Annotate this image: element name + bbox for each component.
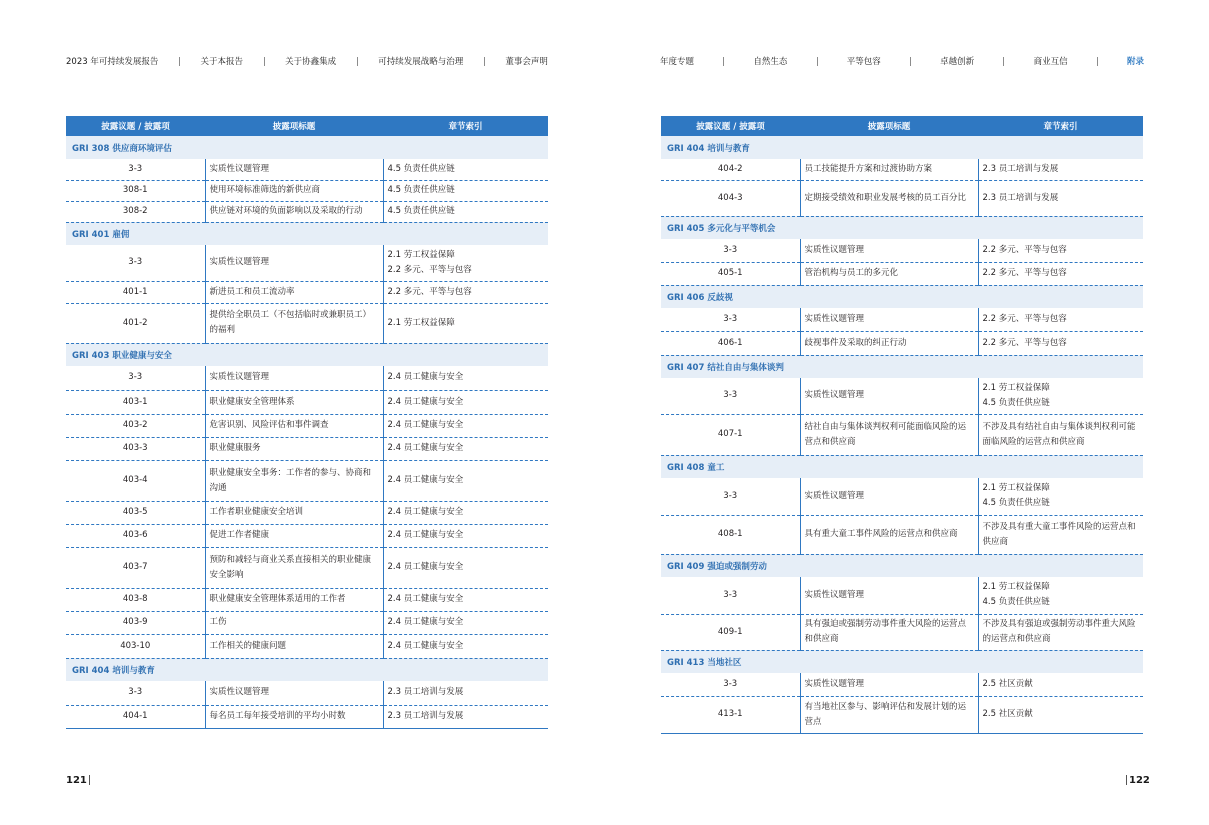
chapter-ref[interactable]: 2.2 多元、平等与包容: [982, 244, 1067, 255]
disclosure-title: 员工技能提升方案和过渡协助方案: [800, 159, 978, 180]
table-row: [661, 614, 1143, 650]
chapter-ref[interactable]: 4.5 负责任供应链: [982, 397, 1050, 408]
chapter-index: [383, 588, 548, 611]
chapter-index: [978, 331, 1143, 355]
category-label: GRI 413 当地社区: [661, 650, 1143, 673]
chapter-ref[interactable]: 2.2 多元、平等与包容: [982, 268, 1067, 278]
nav-item-business-trust[interactable]: 商业互信: [1033, 57, 1068, 67]
table-row: [661, 159, 1143, 180]
nav-bar-right: [660, 54, 1144, 68]
chapter-index: [383, 201, 548, 222]
nav-item-strategy[interactable]: 可持续发展战略与治理: [378, 57, 464, 67]
disclosure-title: 使用环境标准筛选的新供应商: [205, 180, 383, 201]
chapter-index: [978, 414, 1143, 455]
gri-index-table-left: [66, 116, 548, 729]
chapter-ref[interactable]: 2.1 劳工权益保障: [387, 249, 455, 260]
chapter-index: [383, 705, 548, 728]
chapter-ref[interactable]: 2.4 员工健康与安全: [387, 640, 464, 651]
nav-separator: [179, 57, 180, 66]
chapter-index: [383, 390, 548, 414]
category-label: GRI 404 培训与教育: [661, 136, 1143, 159]
page-number-left: [66, 775, 92, 786]
disclosure-title: 实质性议题管理: [800, 673, 978, 696]
nav-item-ecology[interactable]: 自然生态: [753, 57, 788, 67]
chapter-ref[interactable]: 2.2 多元、平等与包容: [387, 264, 472, 275]
gri-index-table-right: [661, 116, 1143, 734]
disclosure-title: 工伤: [205, 611, 383, 634]
chapter-index: [383, 547, 548, 588]
disclosure-code: 403-3: [66, 437, 205, 460]
table-row: [66, 366, 548, 390]
disclosure-code: 408-1: [661, 515, 800, 554]
table-row: [66, 547, 548, 588]
disclosure-code: 409-1: [661, 614, 800, 650]
chapter-index: [383, 681, 548, 705]
disclosure-code: 3-3: [661, 308, 800, 331]
category-row: [66, 343, 548, 366]
disclosure-title: 职业健康安全管理体系: [205, 390, 383, 414]
nav-item-inclusion[interactable]: 平等包容: [846, 57, 881, 67]
disclosure-title: 具有重大童工事件风险的运营点和供应商: [800, 515, 978, 554]
header-title: 披露项标题: [800, 116, 978, 136]
table-body: [661, 136, 1143, 733]
chapter-ref[interactable]: 2.2 多元、平等与包容: [982, 337, 1067, 348]
disclosure-code: 403-5: [66, 501, 205, 524]
nav-separator: [264, 57, 265, 66]
disclosure-title: 管治机构与员工的多元化: [800, 262, 978, 285]
chapter-ref[interactable]: 2.4 员工健康与安全: [387, 530, 464, 540]
disclosure-code: 403-6: [66, 524, 205, 547]
disclosure-code: 403-2: [66, 414, 205, 437]
chapter-ref[interactable]: 2.1 劳工权益保障: [982, 382, 1050, 393]
chapter-index: [383, 245, 548, 281]
disclosure-code: 403-4: [66, 460, 205, 501]
disclosure-code: 406-1: [661, 331, 800, 355]
category-row: [661, 216, 1143, 239]
disclosure-code: 3-3: [661, 577, 800, 614]
table-row: [66, 588, 548, 611]
category-row: [661, 650, 1143, 673]
chapter-ref[interactable]: 4.5 负责任供应链: [387, 206, 455, 216]
chapter-index: [383, 437, 548, 460]
chapter-ref[interactable]: 2.1 劳工权益保障: [387, 317, 455, 328]
category-label: GRI 408 童工: [661, 455, 1143, 478]
page-number-value: 122: [1129, 775, 1150, 786]
nav-separator: [484, 57, 485, 66]
disclosure-code: 401-2: [66, 303, 205, 343]
chapter-ref[interactable]: 4.5 负责任供应链: [387, 163, 455, 174]
disclosure-code: 404-1: [66, 705, 205, 728]
header-title: 披露项标题: [205, 116, 383, 136]
table-row: [66, 501, 548, 524]
table-row: [661, 515, 1143, 554]
nav-item-appendix[interactable]: 附录: [1126, 57, 1144, 67]
disclosure-title: 实质性议题管理: [205, 159, 383, 180]
chapter-ref[interactable]: 2.4 员工健康与安全: [387, 617, 464, 627]
chapter-ref[interactable]: 2.4 员工健康与安全: [387, 594, 464, 604]
chapter-index: [383, 460, 548, 501]
category-row: [661, 355, 1143, 378]
chapter-index: [383, 303, 548, 343]
disclosure-title: 歧视事件及采取的纠正行动: [800, 331, 978, 355]
disclosure-code: 403-8: [66, 588, 205, 611]
chapter-index: [978, 378, 1143, 414]
disclosure-title: 供应链对环境的负面影响以及采取的行动: [205, 201, 383, 222]
table-header-row: [661, 116, 1143, 136]
chapter-ref[interactable]: 2.2 多元、平等与包容: [982, 313, 1067, 324]
chapter-ref[interactable]: 2.5 社区贡献: [982, 709, 1033, 719]
category-label: GRI 401 雇佣: [66, 222, 548, 245]
header-chapter-index: 章节索引: [383, 116, 548, 136]
disclosure-title: 有当地社区参与、影响评估和发展计划的运营点: [800, 696, 978, 733]
table-row: [66, 524, 548, 547]
disclosure-title: 实质性议题管理: [205, 366, 383, 390]
table-row: [661, 696, 1143, 733]
category-row: [661, 455, 1143, 478]
chapter-index: [978, 478, 1143, 515]
disclosure-title: 职业健康服务: [205, 437, 383, 460]
chapter-ref[interactable]: 2.4 员工健康与安全: [387, 562, 464, 572]
chapter-index: [383, 414, 548, 437]
table-row: [66, 414, 548, 437]
disclosure-code: 405-1: [661, 262, 800, 285]
chapter-ref[interactable]: 2.1 劳工权益保障: [982, 483, 1050, 494]
chapter-ref[interactable]: 4.5 负责任供应链: [982, 597, 1050, 608]
category-label: GRI 409 强迫或强制劳动: [661, 554, 1143, 577]
chapter-index: [978, 180, 1143, 216]
table-row: [66, 303, 548, 343]
disclosure-title: 实质性议题管理: [800, 308, 978, 331]
table-row: [661, 239, 1143, 262]
table-header-row: [66, 116, 548, 136]
chapter-index: [383, 366, 548, 390]
disclosure-title: 工作者职业健康安全培训: [205, 501, 383, 524]
nav-item-innovation[interactable]: 卓越创新: [940, 57, 975, 67]
chapter-ref[interactable]: 2.3 员工培训与发展: [387, 687, 464, 698]
category-row: [661, 285, 1143, 308]
disclosure-title: 实质性议题管理: [205, 681, 383, 705]
disclosure-title: 危害识别、风险评估和事件调查: [205, 414, 383, 437]
chapter-ref[interactable]: 4.5 负责任供应链: [387, 185, 455, 195]
table-row: [661, 331, 1143, 355]
chapter-ref[interactable]: 2.2 多元、平等与包容: [387, 286, 472, 297]
chapter-ref[interactable]: 2.3 员工培训与发展: [982, 163, 1059, 174]
nav-separator: [910, 57, 911, 66]
chapter-index: [383, 281, 548, 303]
disclosure-title: 实质性议题管理: [800, 378, 978, 414]
chapter-ref[interactable]: 2.1 劳工权益保障: [982, 582, 1050, 593]
category-row: [66, 222, 548, 245]
chapter-ref[interactable]: 不涉及具有结社自由与集体谈判权利可能面临风险的运营点和供应商: [982, 421, 1136, 447]
chapter-ref[interactable]: 2.5 社区贡献: [982, 678, 1033, 689]
nav-item-report[interactable]: 2023 年可持续发展报告: [66, 57, 159, 67]
chapter-index: [978, 239, 1143, 262]
category-row: [66, 136, 548, 159]
disclosure-title: 职业健康安全管理体系适用的工作者: [205, 588, 383, 611]
page-number-value: 121: [66, 775, 87, 786]
chapter-ref[interactable]: 2.3 员工培训与发展: [982, 192, 1059, 203]
disclosure-title: 实质性议题管理: [800, 478, 978, 515]
chapter-ref[interactable]: 2.4 员工健康与安全: [387, 507, 464, 517]
table-row: [66, 180, 548, 201]
chapter-ref[interactable]: 2.4 员工健康与安全: [387, 475, 464, 485]
chapter-ref[interactable]: 2.4 员工健康与安全: [387, 443, 464, 453]
disclosure-title: 实质性议题管理: [800, 577, 978, 614]
chapter-index: [383, 524, 548, 547]
chapter-index: [383, 634, 548, 658]
category-label: GRI 403 职业健康与安全: [66, 343, 548, 366]
page-number-bar: [89, 775, 90, 785]
table-row: [66, 705, 548, 728]
disclosure-code: 3-3: [661, 673, 800, 696]
disclosure-title: 实质性议题管理: [205, 245, 383, 281]
chapter-index: [978, 308, 1143, 331]
table-row: [661, 673, 1143, 696]
disclosure-title: 定期接受绩效和职业发展考核的员工百分比: [800, 180, 978, 216]
table-row: [66, 634, 548, 658]
disclosure-code: 401-1: [66, 281, 205, 303]
disclosure-code: 3-3: [66, 681, 205, 705]
table-row: [66, 460, 548, 501]
chapter-index: [978, 515, 1143, 554]
chapter-ref[interactable]: 不涉及具有强迫或强制劳动事件重大风险的运营点和供应商: [982, 619, 1136, 644]
table-row: [661, 262, 1143, 285]
category-label: GRI 407 结社自由与集体谈判: [661, 355, 1143, 378]
chapter-ref[interactable]: 2.4 员工健康与安全: [387, 396, 464, 407]
table-row: [66, 159, 548, 180]
chapter-ref[interactable]: 2.4 员工健康与安全: [387, 420, 464, 430]
table-row: [661, 577, 1143, 614]
table-row: [66, 201, 548, 222]
disclosure-title: 新进员工和员工流动率: [205, 281, 383, 303]
page-number-bar: [1126, 775, 1127, 785]
table-row: [661, 180, 1143, 216]
disclosure-code: 413-1: [661, 696, 800, 733]
category-label: GRI 405 多元化与平等机会: [661, 216, 1143, 239]
disclosure-code: 404-2: [661, 159, 800, 180]
disclosure-code: 403-9: [66, 611, 205, 634]
nav-separator: [723, 57, 724, 66]
disclosure-code: 3-3: [66, 159, 205, 180]
table-row: [66, 245, 548, 281]
chapter-ref[interactable]: 2.3 员工培训与发展: [387, 711, 464, 721]
disclosure-code: 308-1: [66, 180, 205, 201]
disclosure-title: 结社自由与集体谈判权利可能面临风险的运营点和供应商: [800, 414, 978, 455]
chapter-index: [383, 501, 548, 524]
header-chapter-index: 章节索引: [978, 116, 1143, 136]
nav-separator: [357, 57, 358, 66]
chapter-index: [978, 159, 1143, 180]
table-row: [661, 414, 1143, 455]
table-row: [66, 390, 548, 414]
chapter-ref[interactable]: 2.4 员工健康与安全: [387, 372, 464, 383]
nav-separator: [1003, 57, 1004, 66]
chapter-index: [383, 180, 548, 201]
nav-item-about-company[interactable]: 关于协鑫集成: [285, 57, 337, 67]
nav-item-annual-topic[interactable]: 年度专题: [660, 57, 695, 67]
nav-bar-left: [66, 54, 548, 68]
disclosure-title: 促进工作者健康: [205, 524, 383, 547]
disclosure-title: 具有强迫或强制劳动事件重大风险的运营点和供应商: [800, 614, 978, 650]
chapter-ref[interactable]: 不涉及具有重大童工事件风险的运营点和供应商: [982, 521, 1136, 547]
category-row: [661, 136, 1143, 159]
table-row: [661, 478, 1143, 515]
table-row: [661, 378, 1143, 414]
disclosure-code: 403-1: [66, 390, 205, 414]
table-body: [66, 136, 548, 728]
chapter-index: [978, 262, 1143, 285]
disclosure-title: 提供给全职员工（不包括临时或兼职员工）的福利: [205, 303, 383, 343]
nav-item-board-statement[interactable]: 董事会声明: [505, 57, 548, 67]
disclosure-title: 实质性议题管理: [800, 239, 978, 262]
header-disclosure: 披露议题 / 披露项: [661, 116, 800, 136]
disclosure-code: 3-3: [661, 239, 800, 262]
chapter-index: [978, 614, 1143, 650]
disclosure-code: 308-2: [66, 201, 205, 222]
disclosure-code: 3-3: [66, 245, 205, 281]
table-row: [66, 611, 548, 634]
chapter-index: [383, 159, 548, 180]
chapter-index: [978, 696, 1143, 733]
chapter-ref[interactable]: 4.5 负责任供应链: [982, 498, 1050, 509]
nav-item-about-report[interactable]: 关于本报告: [200, 57, 243, 67]
nav-separator: [817, 57, 818, 66]
disclosure-code: 3-3: [661, 478, 800, 515]
category-label: GRI 404 培训与教育: [66, 658, 548, 681]
table-row: [66, 437, 548, 460]
category-label: GRI 308 供应商环境评估: [66, 136, 548, 159]
table-row: [66, 681, 548, 705]
chapter-index: [383, 611, 548, 634]
table-row: [661, 308, 1143, 331]
header-disclosure: 披露议题 / 披露项: [66, 116, 205, 136]
category-row: [661, 554, 1143, 577]
disclosure-code: 404-3: [661, 180, 800, 216]
disclosure-title: 职业健康安全事务：工作者的参与、协商和沟通: [205, 460, 383, 501]
disclosure-code: 403-7: [66, 547, 205, 588]
page-number-right: [1124, 775, 1150, 786]
disclosure-code: 403-10: [66, 634, 205, 658]
category-row: [66, 658, 548, 681]
disclosure-title: 工作相关的健康问题: [205, 634, 383, 658]
disclosure-title: 预防和减轻与商业关系直接相关的职业健康安全影响: [205, 547, 383, 588]
table-row: [66, 281, 548, 303]
chapter-index: [978, 577, 1143, 614]
disclosure-code: 3-3: [66, 366, 205, 390]
nav-separator: [1097, 57, 1098, 66]
disclosure-title: 每名员工每年接受培训的平均小时数: [205, 705, 383, 728]
category-label: GRI 406 反歧视: [661, 285, 1143, 308]
disclosure-code: 3-3: [661, 378, 800, 414]
disclosure-code: 407-1: [661, 414, 800, 455]
chapter-index: [978, 673, 1143, 696]
